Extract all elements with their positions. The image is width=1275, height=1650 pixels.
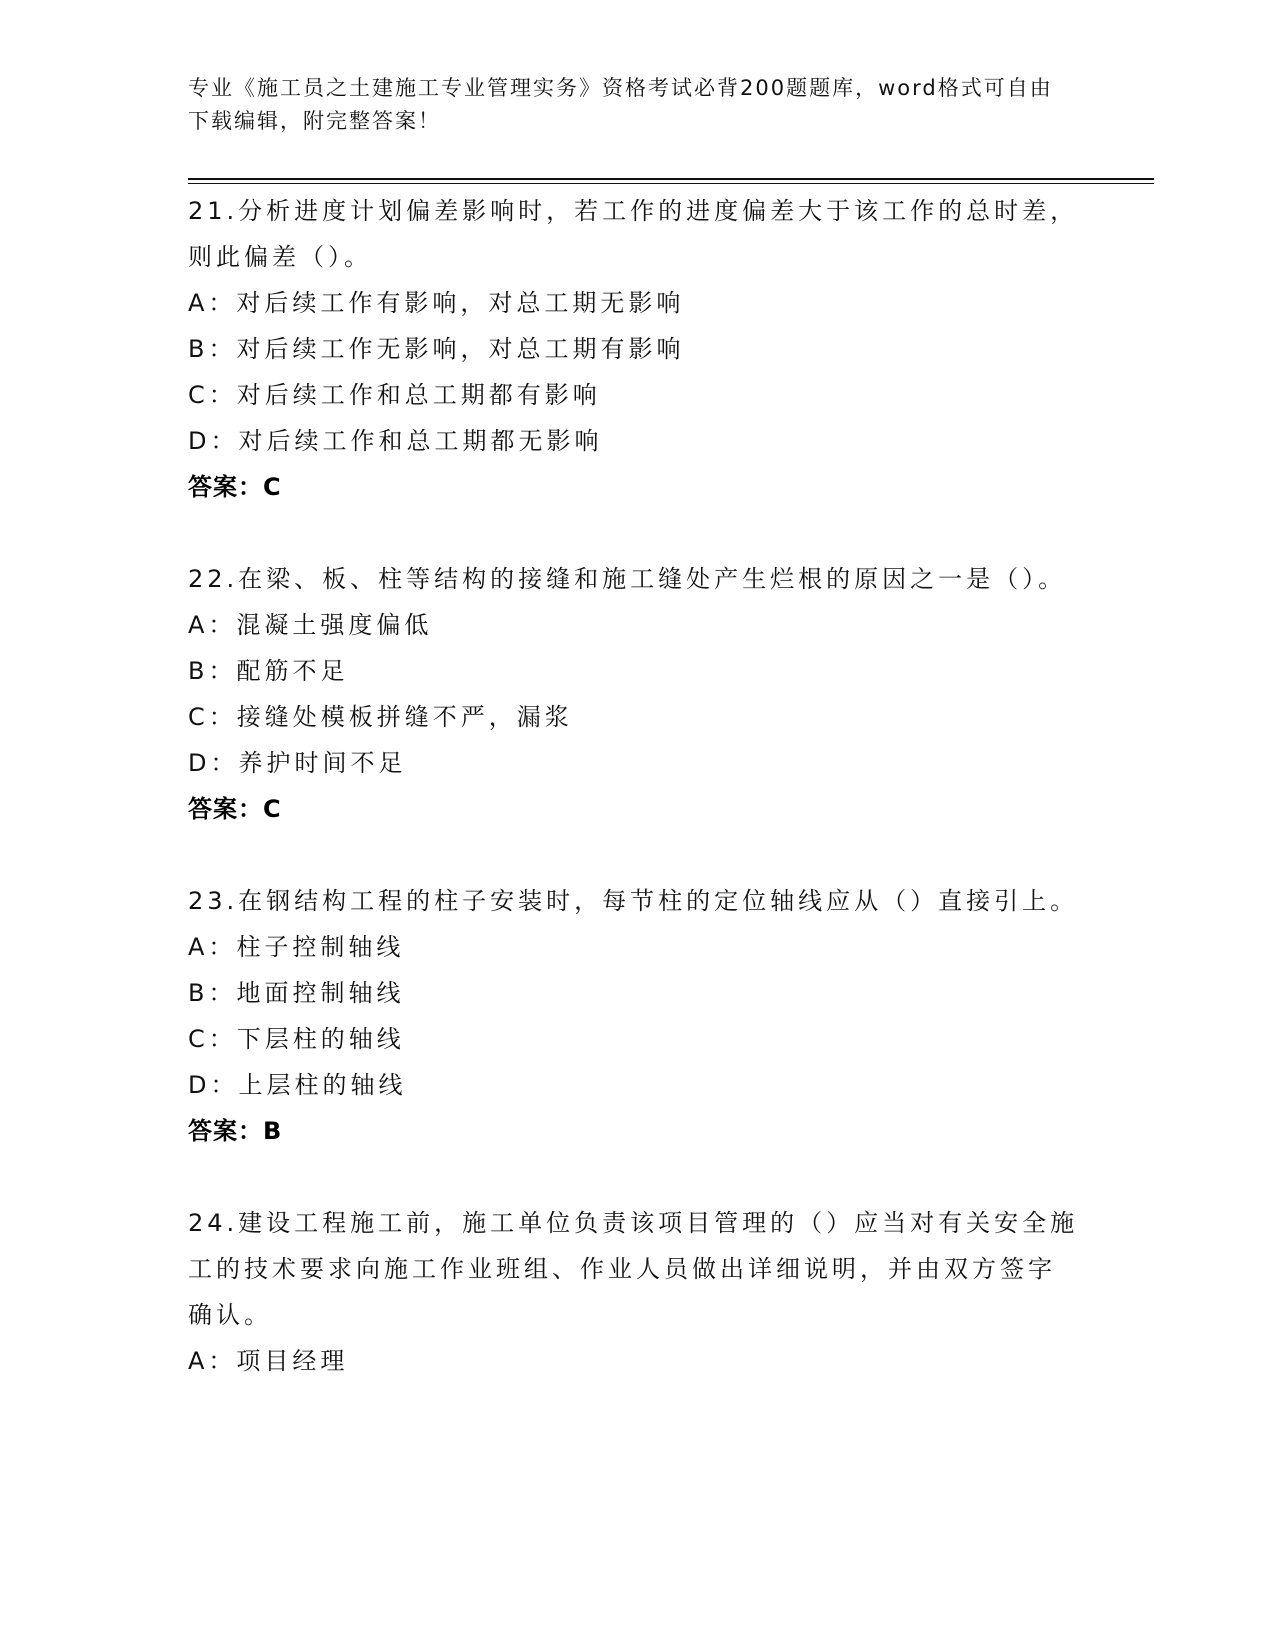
option-d: D：上层柱的轴线 xyxy=(188,1071,407,1099)
question-stem: 23.在钢结构工程的柱子安装时，每节柱的定位轴线应从（）直接引上。 xyxy=(188,887,1079,915)
document-header: 专业《施工员之土建施工专业管理实务》资格考试必背200题题库，word格式可自由下载编辑，附完整答案！ xyxy=(188,76,1053,133)
question-stem: 21.分析进度计划偏差影响时，若工作的进度偏差大于该工作的总时差，则此偏差（）。 xyxy=(188,197,1079,271)
question-list xyxy=(188,188,1088,1430)
question-23 xyxy=(188,878,1088,1154)
answer-line: 答案：C xyxy=(188,473,282,501)
option-a: A：柱子控制轴线 xyxy=(188,933,405,961)
question-22 xyxy=(188,556,1088,832)
option-b: B：地面控制轴线 xyxy=(188,979,405,1007)
question-stem: 22.在梁、板、柱等结构的接缝和施工缝处产生烂根的原因之一是（）。 xyxy=(188,565,1067,593)
option-b: B：配筋不足 xyxy=(188,657,349,685)
option-c: C：对后续工作和总工期都有影响 xyxy=(188,381,601,409)
option-d: D：对后续工作和总工期都无影响 xyxy=(188,427,603,455)
option-c: C：下层柱的轴线 xyxy=(188,1025,405,1053)
option-c: C：接缝处模板拼缝不严，漏浆 xyxy=(188,703,573,731)
option-a: A：项目经理 xyxy=(188,1347,349,1375)
header-divider-thick xyxy=(188,178,1154,180)
option-a: A：混凝土强度偏低 xyxy=(188,611,433,639)
answer-line: 答案：C xyxy=(188,795,282,823)
header-divider-thin xyxy=(188,183,1154,184)
option-d: D：养护时间不足 xyxy=(188,749,407,777)
question-24 xyxy=(188,1200,1088,1384)
option-a: A：对后续工作有影响，对总工期无影响 xyxy=(188,289,685,317)
answer-line: 答案：B xyxy=(188,1117,283,1145)
question-21 xyxy=(188,188,1088,510)
option-b: B：对后续工作无影响，对总工期有影响 xyxy=(188,335,685,363)
question-stem: 24.建设工程施工前，施工单位负责该项目管理的（）应当对有关安全施工的技术要求向施工作业班组、作业人员做出详细说明，并由双方签字确认。 xyxy=(188,1209,1079,1329)
